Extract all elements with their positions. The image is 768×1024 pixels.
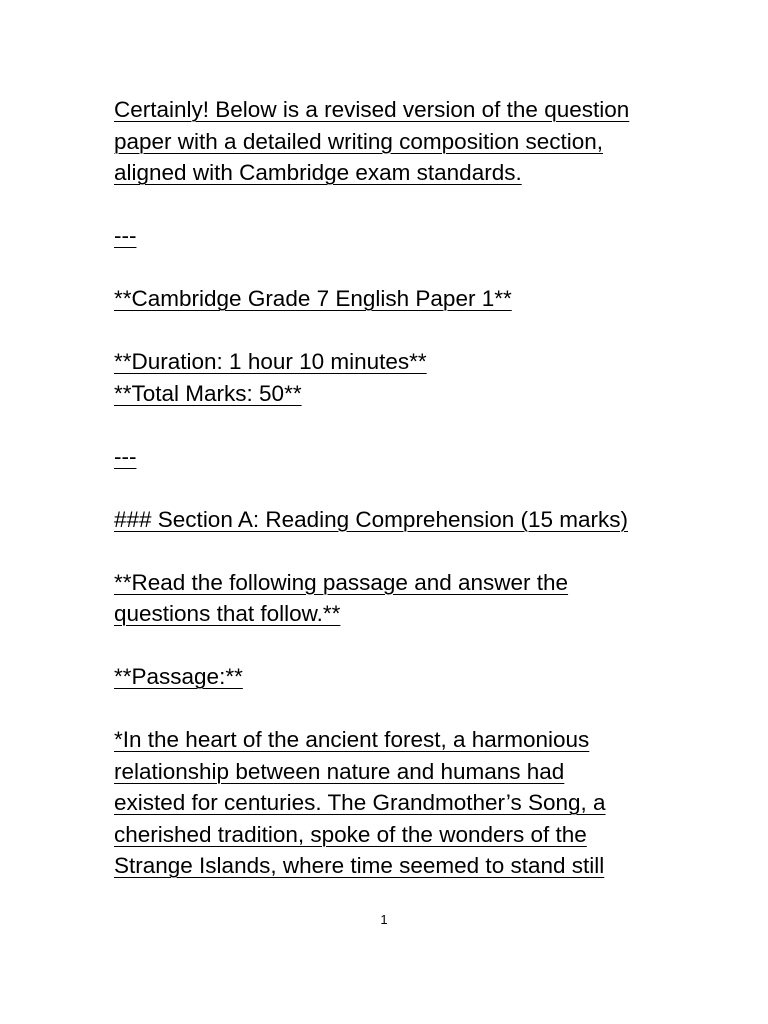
duration-line: **Duration: 1 hour 10 minutes**: [114, 349, 427, 374]
divider-text: ---: [114, 443, 137, 469]
text-line: paper with a detailed writing composition section,: [114, 128, 604, 154]
paper-details: [114, 346, 674, 409]
blank-line: [114, 630, 674, 662]
text-line: Strange Islands, where time seemed to stand still: [114, 853, 605, 878]
blank-line: [114, 189, 674, 221]
blank-line: [114, 693, 674, 725]
text-line: **Read the following passage and answer the: [114, 569, 569, 595]
section-heading: ### Section A: Reading Comprehension (15 marks): [114, 506, 629, 532]
instructions-paragraph: [114, 567, 674, 630]
total-marks-line: **Total Marks: 50**: [114, 380, 302, 406]
paper-title: **Cambridge Grade 7 English Paper 1**: [114, 286, 512, 311]
text-line: relationship between nature and humans had: [114, 758, 565, 784]
passage-label: **Passage:**: [114, 664, 243, 689]
text-line: cherished tradition, spoke of the wonders of the: [114, 821, 587, 847]
page-number: 1: [380, 912, 388, 927]
blank-line: [114, 315, 674, 347]
divider-text: ---: [114, 223, 137, 248]
text-line: existed for centuries. The Grandmother’s Song, a: [114, 790, 606, 815]
intro-paragraph: [114, 94, 674, 189]
blank-line: [114, 409, 674, 441]
text-line: questions that follow.**: [114, 601, 341, 626]
document-body: [114, 94, 674, 882]
blank-line: [114, 252, 674, 284]
blank-line: [114, 472, 674, 504]
text-line: Certainly! Below is a revised version of the question: [114, 97, 630, 122]
text-line: aligned with Cambridge exam standards.: [114, 160, 522, 185]
text-line: *In the heart of the ancient forest, a harmonious: [114, 727, 590, 752]
passage-paragraph: [114, 724, 674, 882]
blank-line: [114, 535, 674, 567]
